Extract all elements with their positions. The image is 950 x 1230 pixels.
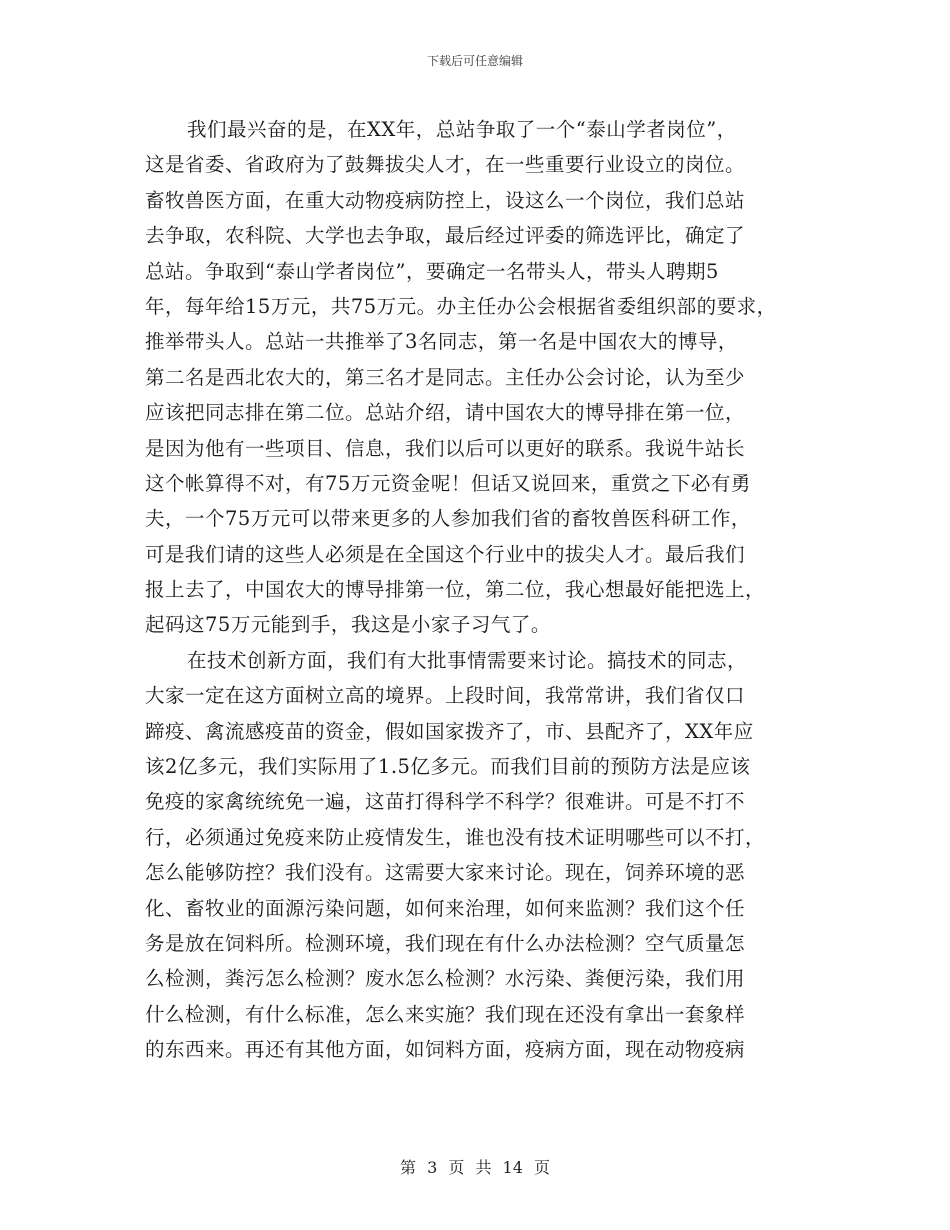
text-line: 是因为他有一些项目、信息，我们以后可以更好的联系。我说牛站长 — [145, 436, 746, 460]
text-line: 化、畜牧业的面源污染问题，如何来治理，如何来监测？我们这个任 — [145, 896, 746, 920]
text-line: 蹄疫、禽流感疫苗的资金，假如国家拨齐了，市、县配齐了，XX年应 — [145, 719, 754, 743]
text-line: 大家一定在这方面树立高的境界。上段时间，我常常讲，我们省仅口 — [145, 684, 746, 708]
text-line: 免疫的家禽统统免一遍，这苗打得科学不科学？很难讲。可是不打不 — [145, 790, 746, 814]
text-line: 务是放在饲料所。检测环境，我们现在有什么办法检测？空气质量怎 — [145, 931, 746, 955]
text-line: 么检测，粪污怎么检测？废水怎么检测？水污染、粪便污染，我们用 — [145, 967, 746, 991]
text-line: 的东西来。再还有其他方面，如饲料方面，疫病方面，现在动物疫病 — [145, 1038, 746, 1062]
text-line: 怎么能够防控？我们没有。这需要大家来讨论。现在，饲养环境的恶 — [145, 861, 746, 885]
document-body — [145, 112, 835, 1068]
text-line: 该2亿多元，我们实际用了1.5亿多元。而我们目前的预防方法是应该 — [145, 755, 751, 779]
text-line: 应该把同志排在第二位。总站介绍，请中国农大的博导排在第一位， — [145, 401, 746, 425]
text-line: 总站。争取到“泰山学者岗位”，要确定一名带头人，带头人聘期5 — [145, 259, 719, 283]
text-line: 年，每年给15万元，共75万元。办主任办公会根据省委组织部的要求， — [145, 294, 777, 318]
text-line: 可是我们请的这些人必须是在全国这个行业中的拔尖人才。最后我们 — [145, 542, 746, 566]
text-line: 我们最兴奋的是，在XX年，总站争取了一个“泰山学者岗位”， — [187, 118, 737, 141]
text-line: 报上去了，中国农大的博导排第一位，第二位，我心想最好能把选上， — [145, 578, 766, 602]
text-line: 起码这75万元能到手，我这是小家子习气了。 — [145, 613, 551, 637]
text-line: 第二名是西北农大的，第三名才是同志。主任办公会讨论，认为至少 — [145, 365, 746, 389]
page-header-note: 下载后可任意编辑 — [426, 54, 523, 68]
text-line: 畜牧兽医方面，在重大动物疫病防控上，设这么一个岗位，我们总站 — [145, 188, 746, 212]
text-line: 行，必须通过免疫来防止疫情发生，谁也没有技术证明哪些可以不打， — [145, 825, 766, 849]
text-line: 去争取，农科院、大学也去争取，最后经过评委的筛选评比，确定了 — [145, 224, 746, 248]
text-line: 在技术创新方面，我们有大批事情需要来讨论。搞技术的同志， — [187, 648, 748, 672]
text-line: 夫，一个75万元可以带来更多的人参加我们省的畜牧兽医科研工作， — [145, 507, 751, 531]
text-line: 推举带头人。总站一共推举了3名同志，第一名是中国农大的博导， — [145, 330, 738, 354]
text-line: 什么检测，有什么标准，怎么来实施？我们现在还没有拿出一套象样 — [145, 1002, 746, 1026]
page-number: 第 3 页 共 14 页 — [400, 1158, 550, 1177]
text-line: 这是省委、省政府为了鼓舞拔尖人才，在一些重要行业设立的岗位。 — [145, 153, 746, 177]
text-line: 这个帐算得不对，有75万元资金呢！但话又说回来，重赏之下必有勇 — [145, 471, 751, 495]
